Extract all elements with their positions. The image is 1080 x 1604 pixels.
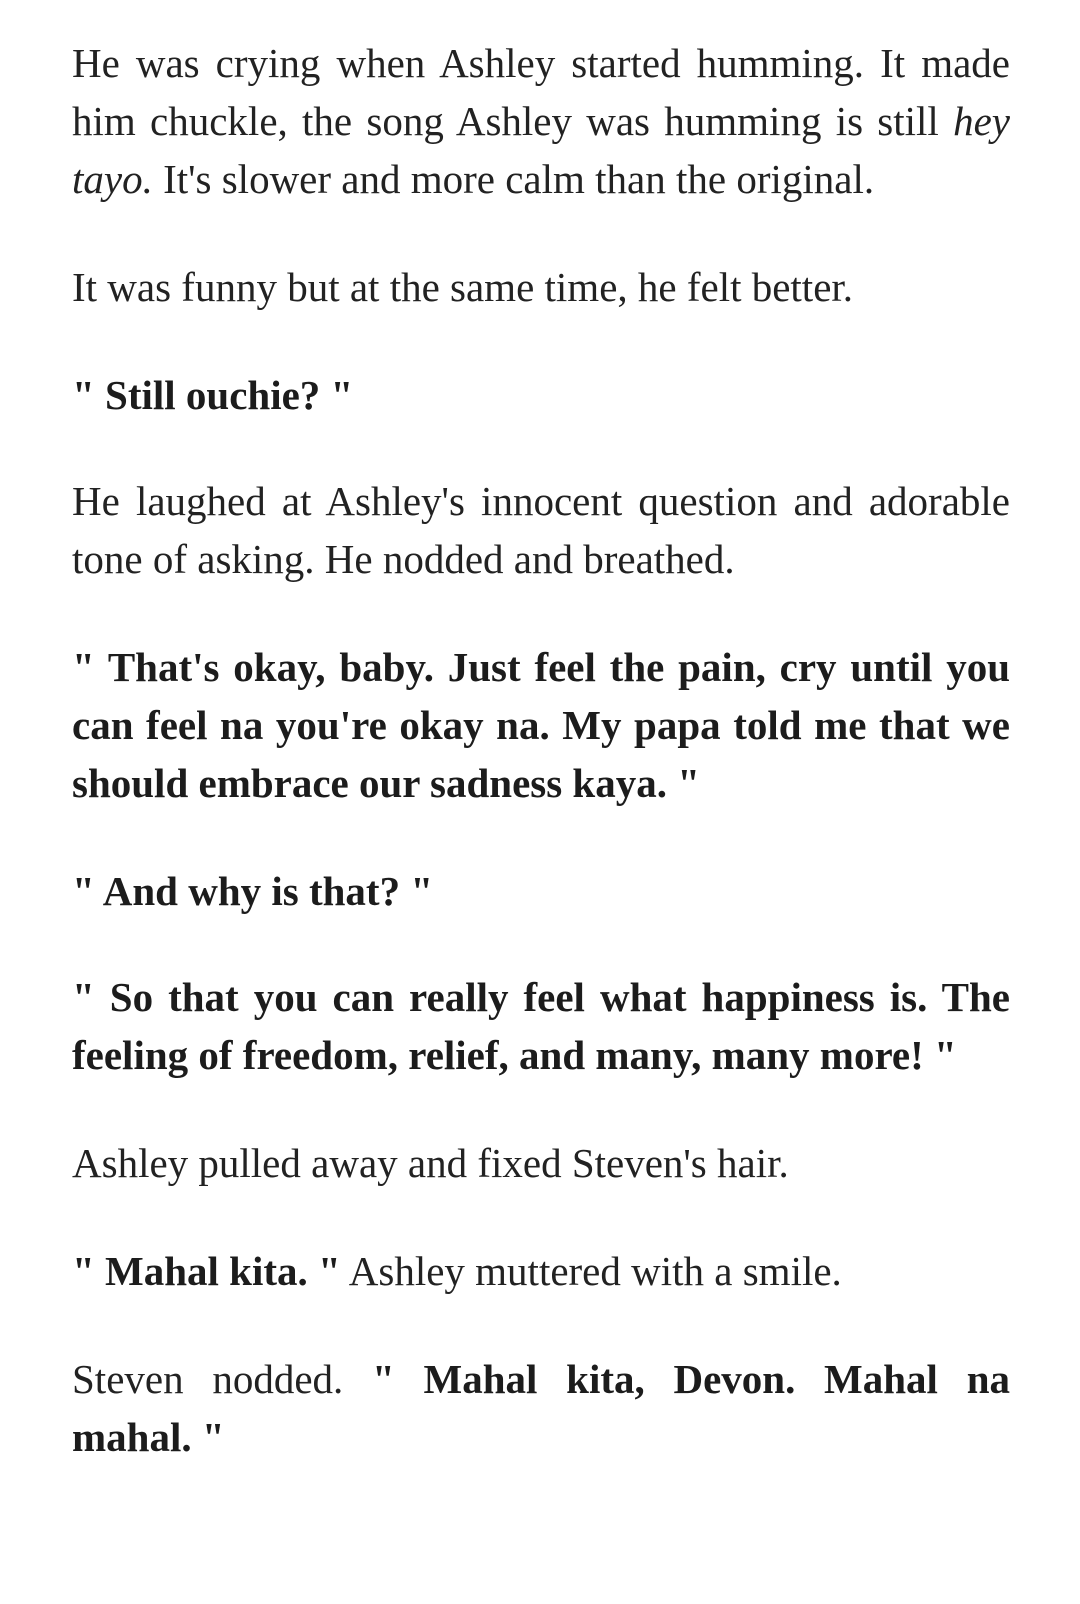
narration-text: Steven nodded.	[72, 1356, 373, 1402]
song-title-italic: hey tayo.	[72, 98, 1010, 202]
dialogue-mahal-kita: " Mahal kita. "	[72, 1248, 341, 1294]
dialogue-thats-okay: " That's okay, baby. Just feel the pain, cry until you can feel na you're okay na. My papa told me that we should embrace our sadness kaya. "	[72, 644, 1010, 806]
dialogue-why-is-that: " And why is that? "	[72, 868, 434, 914]
paragraph-narration-funny: It was funny but at the same time, he felt better.	[72, 264, 854, 310]
narration-text: It's slower and more calm than the original.	[152, 156, 875, 202]
paragraph-narration-pulled-away: Ashley pulled away and fixed Steven's hair.	[72, 1140, 789, 1186]
dialogue-happiness: " So that you can really feel what happiness is. The feeling of freedom, relief, and many, many more! "	[72, 974, 1010, 1078]
dialogue-still-ouchie: " Still ouchie? "	[72, 372, 354, 418]
paragraph-narration-humming	[72, 34, 1010, 208]
story-text	[72, 34, 1010, 1516]
paragraph-steven-nodded	[72, 1350, 1010, 1466]
dialogue-mahal-kita-devon: " Mahal kita, Devon. Mahal na mahal. "	[72, 1356, 1010, 1460]
narration-text: He was crying when Ashley started humming. It made him chuckle, the song Ashley was humming is still	[72, 40, 1010, 144]
paragraph-mahal-kita	[72, 1242, 1010, 1300]
paragraph-narration-laughed: He laughed at Ashley's innocent question and adorable tone of asking. He nodded and breathed.	[72, 478, 1010, 582]
narration-text: Ashley muttered with a smile.	[340, 1248, 842, 1294]
